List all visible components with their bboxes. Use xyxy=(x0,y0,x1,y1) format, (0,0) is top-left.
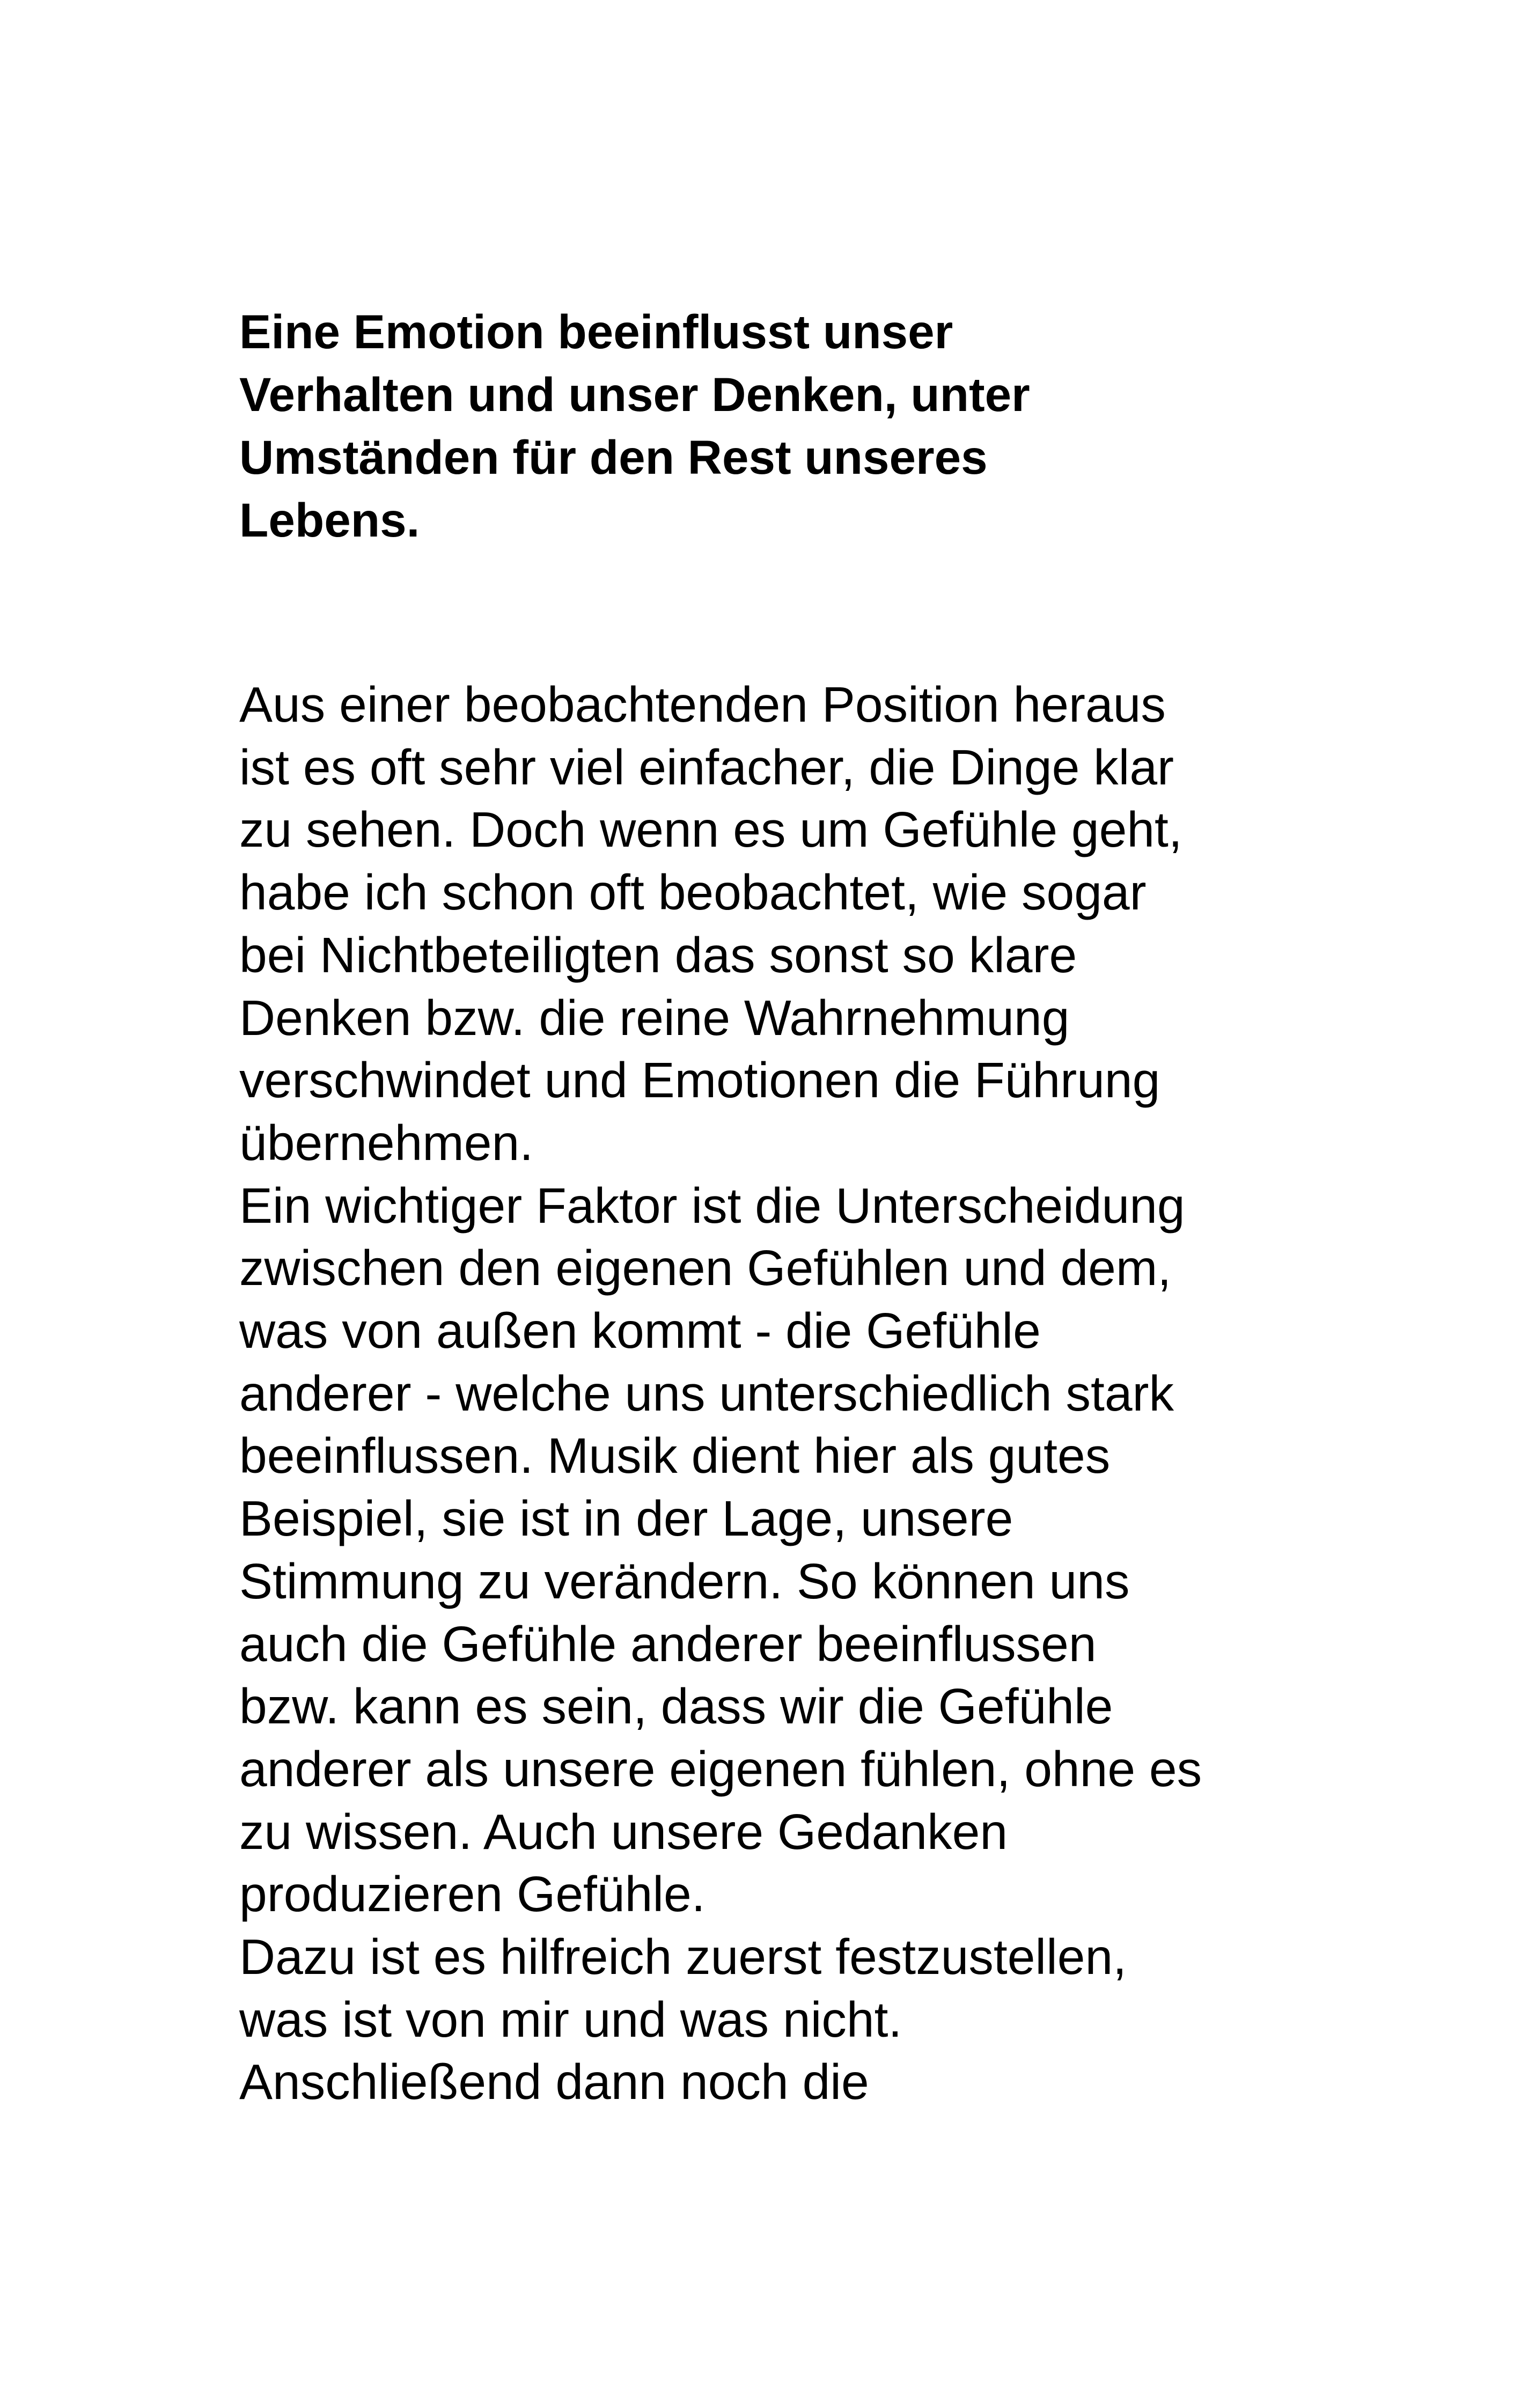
body-line: habe ich schon oft beobachtet, wie sogar xyxy=(239,864,1147,921)
body-line: Anschließend dann noch die xyxy=(239,2054,869,2110)
body-line: anderer als unsere eigenen fühlen, ohne es xyxy=(239,1741,1202,1797)
body-line: ist es oft sehr viel einfacher, die Dinge klar xyxy=(239,739,1174,795)
body-line: verschwindet und Emotionen die Führung xyxy=(239,1052,1160,1108)
body-line: Aus einer beobachtenden Position heraus xyxy=(239,677,1166,732)
page-content xyxy=(239,300,1312,2110)
body-line: zu wissen. Auch unsere Gedanken xyxy=(239,1803,1008,1860)
body-line: zwischen den eigenen Gefühlen und dem, xyxy=(239,1240,1172,1296)
body-line: anderer - welche uns unterschiedlich stark xyxy=(239,1365,1174,1421)
body-line: übernehmen. xyxy=(239,1114,534,1171)
body-line: Ein wichtiger Faktor ist die Unterscheidung xyxy=(239,1177,1185,1234)
body-line: Dazu ist es hilfreich zuerst festzustellen, xyxy=(239,1929,1127,1985)
body-line: was ist von mir und was nicht. xyxy=(239,1991,902,2047)
body-line: was von außen kommt - die Gefühle xyxy=(239,1303,1041,1359)
heading-line: Verhalten und unser Denken, unter xyxy=(239,368,1030,421)
chapter-heading xyxy=(239,300,1312,552)
body-line: Beispiel, sie ist in der Lage, unsere xyxy=(239,1491,1013,1547)
body-line: zu sehen. Doch wenn es um Gefühle geht, xyxy=(239,802,1182,858)
body-line: auch die Gefühle anderer beeinflussen xyxy=(239,1616,1097,1672)
body-line: Stimmung zu verändern. So können uns xyxy=(239,1553,1130,1609)
heading-line: Lebens. xyxy=(239,493,420,547)
body-line: bzw. kann es sein, dass wir die Gefühle xyxy=(239,1678,1113,1735)
heading-line: Umständen für den Rest unseres xyxy=(239,430,988,484)
body-line: Denken bzw. die reine Wahrnehmung xyxy=(239,989,1070,1046)
body-line: bei Nichtbeteiligten das sonst so klare xyxy=(239,927,1077,983)
heading-line: Eine Emotion beeinflusst unser xyxy=(239,305,953,358)
body-line: beeinflussen. Musik dient hier als gutes xyxy=(239,1428,1111,1484)
body-paragraph xyxy=(239,673,1202,2113)
body-line: produzieren Gefühle. xyxy=(239,1866,706,1922)
